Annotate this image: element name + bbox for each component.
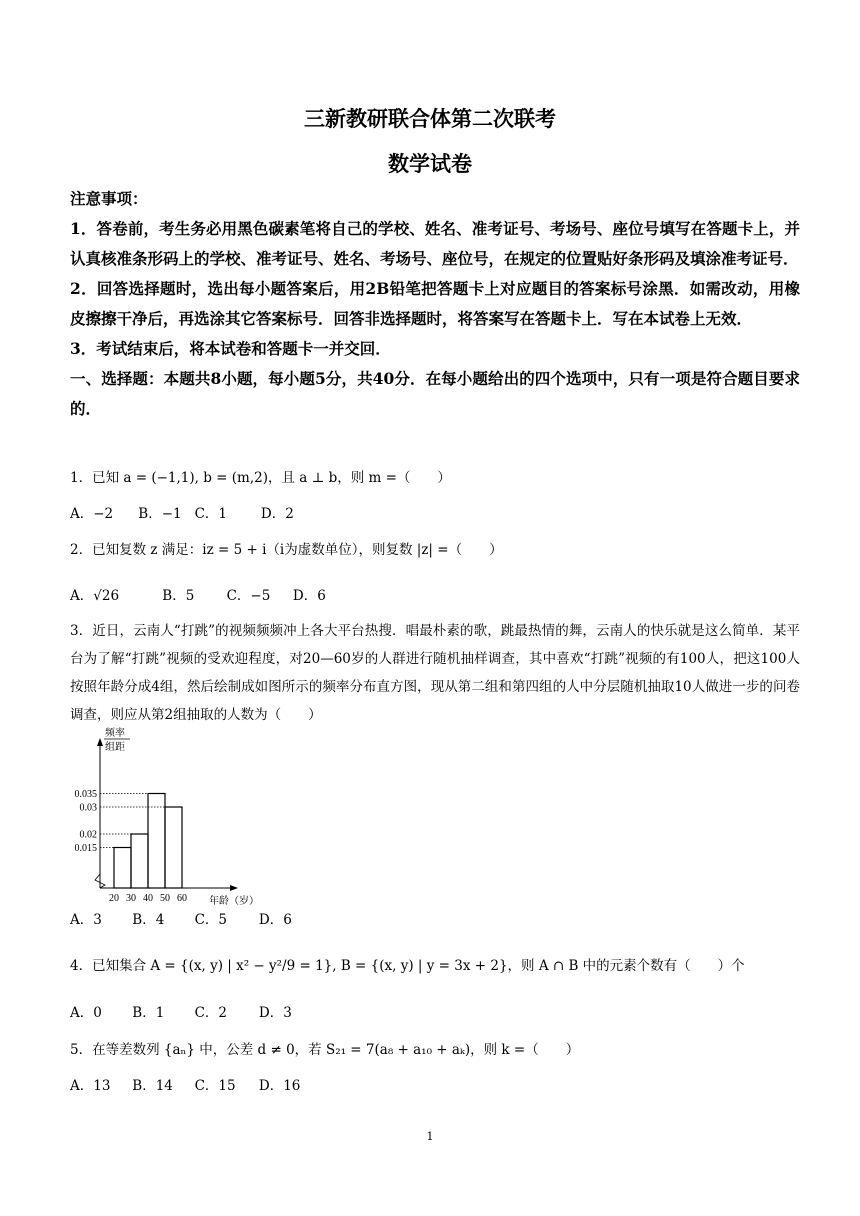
- section-heading: 一、选择题：本题共8小题，每小题5分，共40分．在每小题给出的四个选项中，只有一项是符合题目要求的．: [70, 369, 800, 418]
- option-d: D．16: [258, 1078, 301, 1094]
- option-a: A．−2: [70, 506, 114, 522]
- question-1-options: [70, 500, 800, 528]
- notice-heading: 注意事项：: [70, 189, 148, 208]
- option-c: C．2: [194, 1005, 228, 1021]
- option-b: B．1: [132, 1005, 165, 1021]
- y-tick-label: 0.015: [74, 843, 97, 854]
- histogram-bar: [131, 834, 148, 888]
- question-stem: 4．已知集合 A = {(x, y) | x² − y²/9 = 1}, B = {(x, y) | y = 3x + 2}，则 A ∩ B 中的元素个数有（ ）个: [70, 958, 745, 974]
- option-d: D．6: [292, 588, 326, 604]
- histogram-bar: [114, 848, 131, 889]
- question-stem: 1．已知 a = (−1,1), b = (m,2)，且 a ⊥ b，则 m =（ ）: [70, 470, 451, 486]
- ylabel-top: 频率: [105, 728, 125, 739]
- option-b: B．4: [132, 912, 165, 928]
- notice-item: 2．回答选择题时，选出每小题答案后，用2B铅笔把答题卡上对应题目的答案标号涂黑．如需改动，用橡皮擦擦干净后，再选涂其它答案标号．回答非选择题时，将答案写在答题卡上．写在本试卷上无效．: [70, 279, 800, 328]
- question-5-options: [70, 1072, 800, 1100]
- y-tick-label: 0.03: [79, 802, 97, 814]
- option-b: B．5: [162, 588, 195, 604]
- question-2: [70, 536, 800, 564]
- option-a: A．√26: [70, 588, 120, 604]
- option-b: B．14: [132, 1078, 173, 1094]
- frequency-histogram: [62, 724, 292, 908]
- question-stem: 3．近日，云南人“打跳”的视频频频冲上各大平台热搜．唱最朴素的歌，跳最热情的舞，云南人的快乐就是这么简单．某平台为了解“打跳”视频的受欢迎程度，对20—60岁的人群进行随机抽样调查，其中喜欢“打跳”视频的有100人，把这100人按照年龄分成4组，然后绘制成如图所示的频率分布直方图，现从第二组和第四组的人中分层随机抽取10人做进一步的问卷调查，则应从第2组抽取的人数为（ ）: [70, 623, 800, 723]
- question-stem: 5．在等差数列 {aₙ} 中，公差 d ≠ 0，若 S₂₁ = 7(a₈ + a₁₀ + aₖ)，则 k =（ ）: [70, 1042, 580, 1058]
- question-1: [70, 464, 800, 492]
- question-5: [70, 1036, 800, 1064]
- y-tick-label: 0.035: [74, 789, 97, 800]
- x-tick-label: 20: [109, 893, 119, 904]
- option-a: A．3: [70, 912, 102, 928]
- question-stem: 2．已知复数 z 满足：iz = 5 + i（i为虚数单位），则复数 |z| =（ ）: [70, 542, 503, 558]
- exam-title: 三新教研联合体第二次联考: [304, 106, 556, 131]
- x-tick-label: 60: [177, 893, 187, 904]
- option-a: A．13: [70, 1078, 111, 1094]
- option-d: D．6: [258, 912, 292, 928]
- exam-subtitle: 数学试卷: [388, 151, 472, 176]
- option-c: C．1: [194, 506, 228, 522]
- option-c: C．−5: [226, 588, 271, 604]
- histogram-bar: [148, 794, 165, 889]
- notice-item: 1．答卷前，考生务必用黑色碳素笔将自己的学校、姓名、准考证号、考场号、座位号填写在答题卡上，并认真核准条形码上的学校、准考证号、姓名、考场号、座位号，在规定的位置贴好条形码及填涂准考证号．: [70, 219, 800, 268]
- option-c: C．15: [194, 1078, 236, 1094]
- question-3-options: [70, 906, 800, 934]
- histogram-bar: [165, 807, 182, 888]
- x-tick-label: 50: [160, 893, 170, 904]
- option-a: A．0: [70, 1005, 102, 1021]
- y-axis-arrow: [97, 738, 103, 746]
- question-3: [70, 617, 800, 729]
- x-tick-label: 40: [143, 893, 153, 904]
- question-4: [70, 952, 800, 980]
- notice-item: 3．考试结束后，将本试卷和答题卡一并交回．: [70, 339, 391, 358]
- option-d: D．2: [260, 506, 294, 522]
- ylabel-bottom: 组距: [105, 742, 125, 753]
- page-number: 1: [426, 1130, 434, 1143]
- x-axis-arrow: [230, 885, 238, 891]
- notice-section: [70, 184, 800, 424]
- option-b: B．−1: [138, 506, 182, 522]
- x-tick-label: 30: [126, 893, 136, 904]
- y-tick-label: 0.02: [79, 829, 97, 841]
- option-c: C．5: [194, 912, 228, 928]
- question-4-options: [70, 999, 800, 1027]
- xlabel: 年龄（岁）: [209, 896, 259, 907]
- option-d: D．3: [258, 1005, 292, 1021]
- question-2-options: [70, 582, 800, 610]
